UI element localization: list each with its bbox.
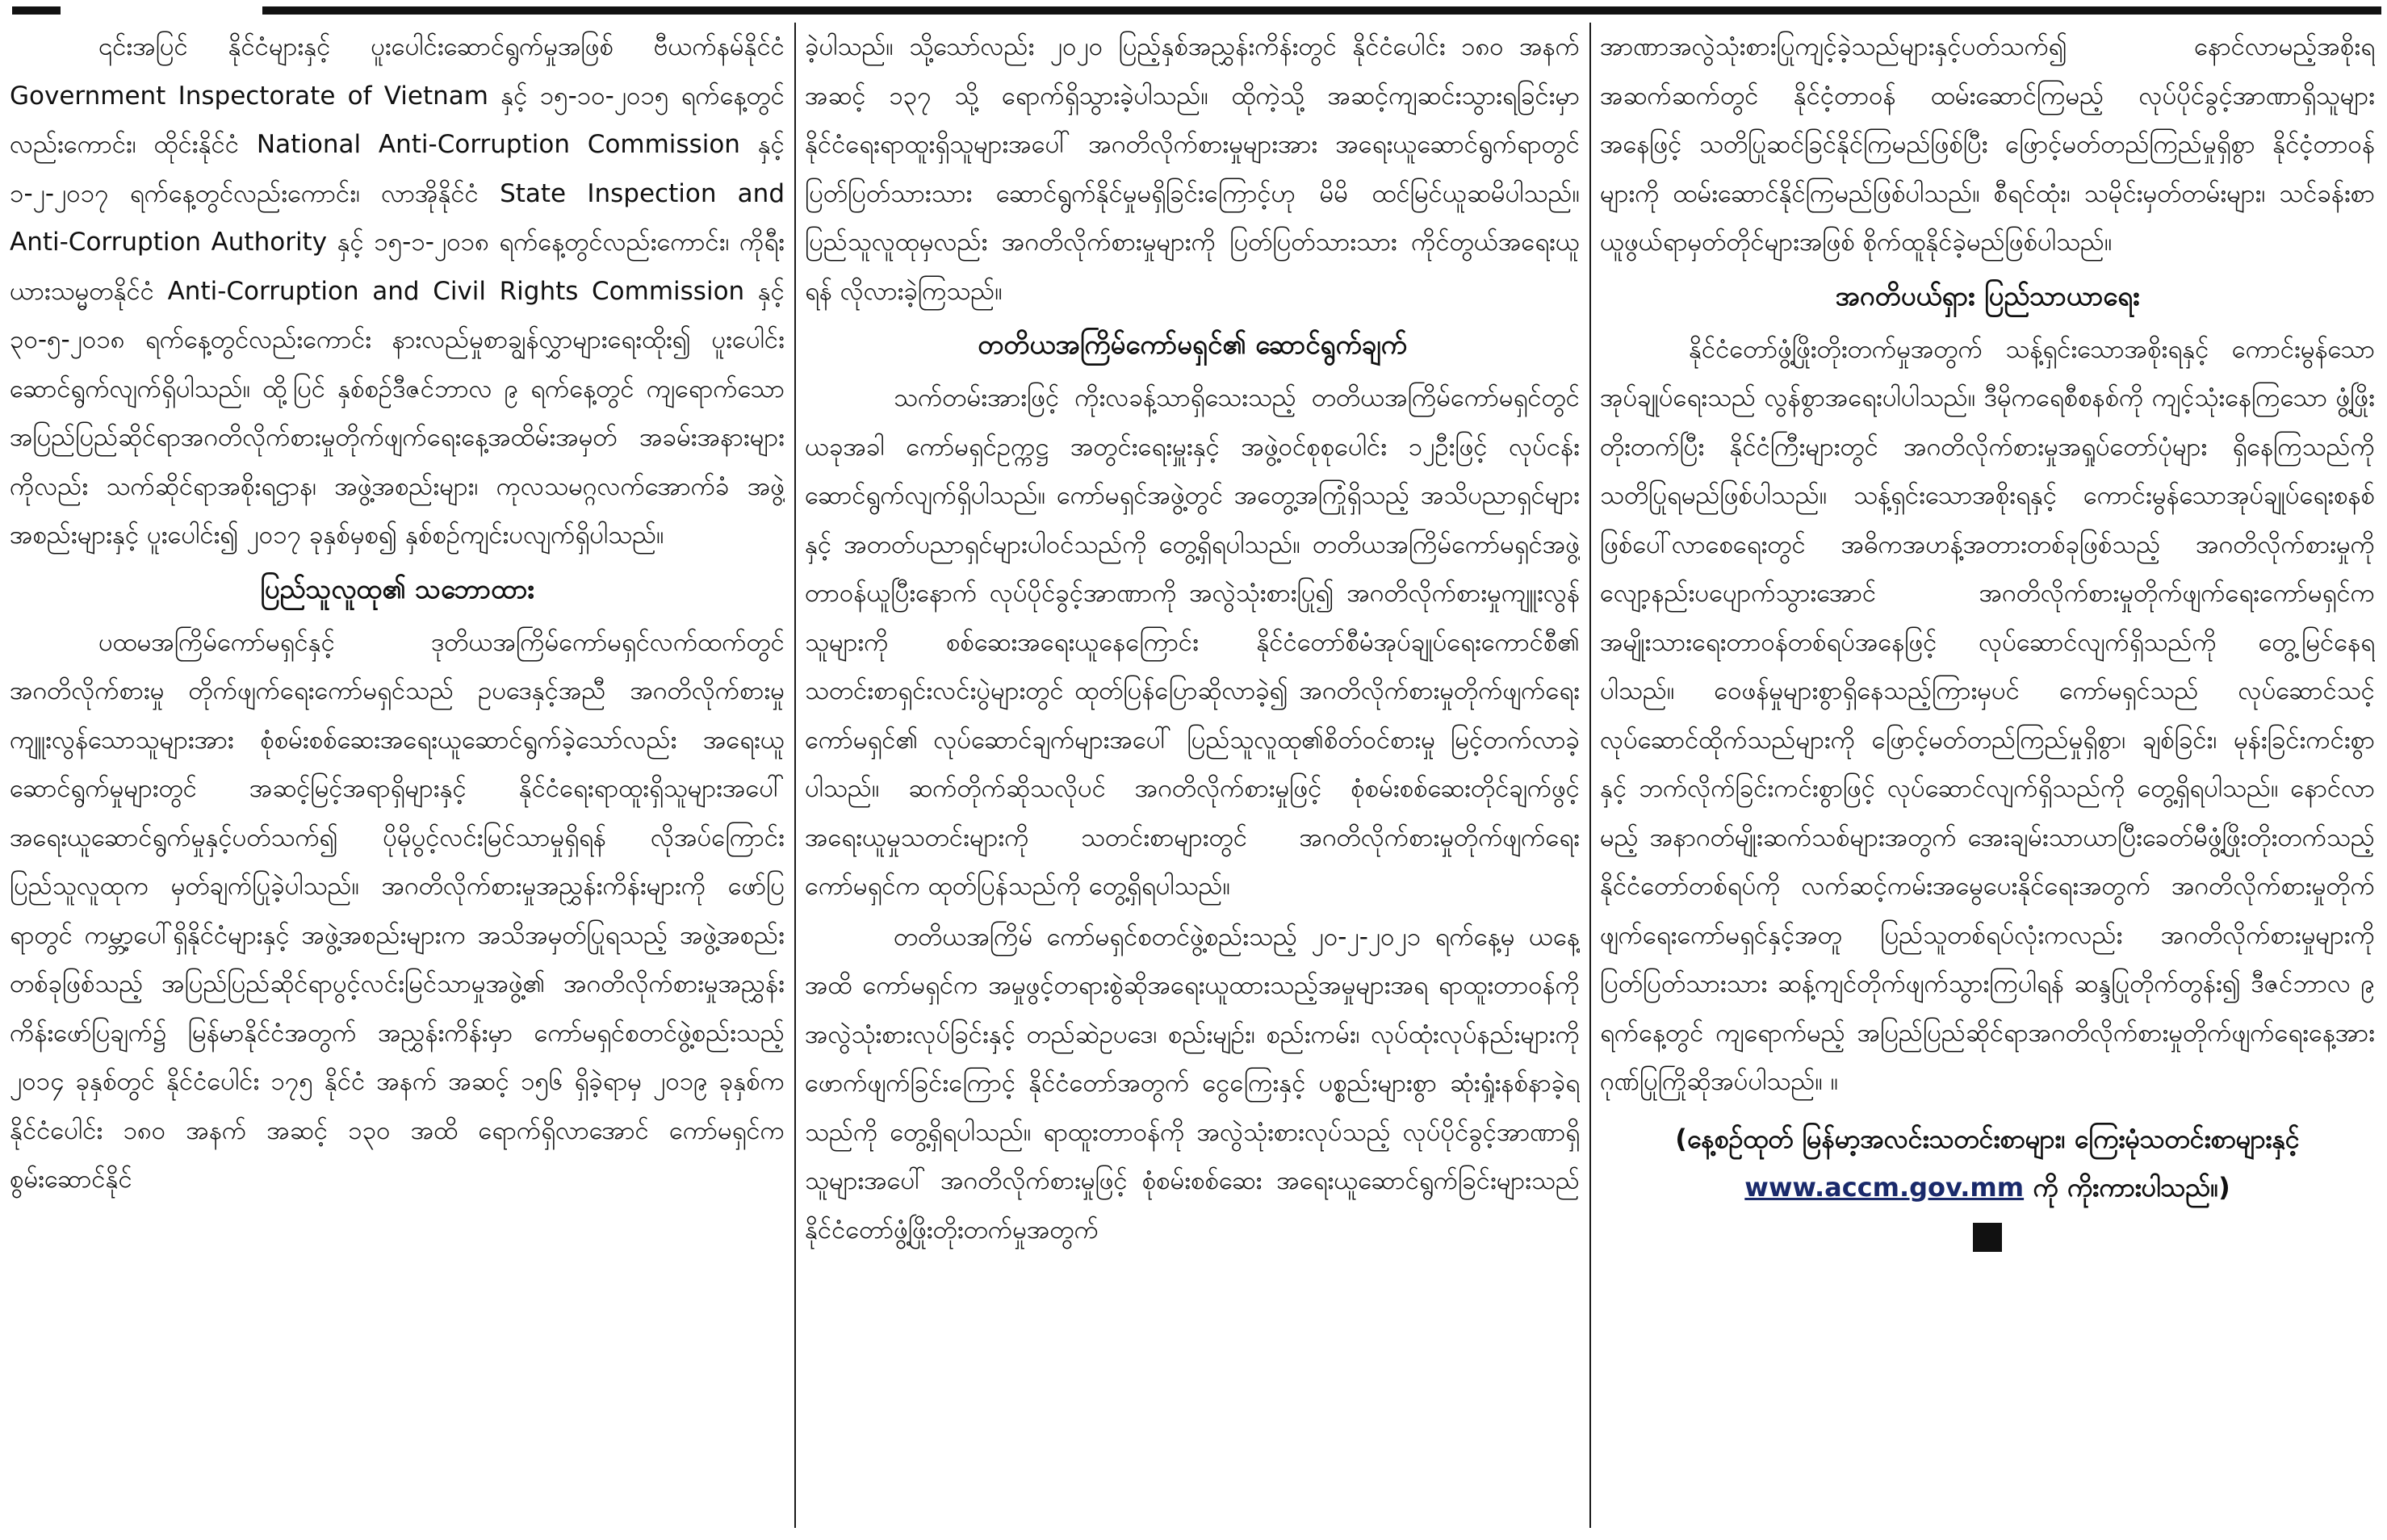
top-rule-left (12, 6, 61, 15)
paragraph: ၎င်းအပြင် နိုင်ငံများနှင့် ပူးပေါင်းဆောင်ရွက်မှုအဖြစ် ဗီယက်နမ်နိုင်ငံ Government Inspectorate of Vietnam နှင့် ၁၅-၁၀-၂၀၁၅ ရက်နေ့တွင်လည်းကောင်း၊ ထိုင်းနိုင်ငံ National Anti-Corruption Commission နှင့် ၁-၂-၂၀၁၇ ရက်နေ့တွင်လည်းကောင်း၊ လာအိုနိုင်ငံ State Inspection and Anti-Corruption Authority နှင့် ၁၅-၁-၂၀၁၈ ရက်နေ့တွင်လည်းကောင်း၊ ကိုရီးယားသမ္မတနိုင်ငံ Anti-Corruption and Civil Rights Commission နှင့် ၃၀-၅-၂၀၁၈ ရက်နေ့တွင်လည်းကောင်း နားလည်မှုစာချွန်လွှာများရေးထိုး၍ ပူးပေါင်းဆောင်ရွက်လျက်ရှိပါသည်။ ထို့ပြင် နှစ်စဉ်ဒီဇင်ဘာလ ၉ ရက်နေ့တွင် ကျရောက်သော အပြည်ပြည်ဆိုင်ရာအဂတိလိုက်စားမှုတိုက်ဖျက်ရေးနေ့အထိမ်းအမှတ် အခမ်းအနားများကိုလည်း သက်ဆိုင်ရာအစိုးရဌာန၊ အဖွဲ့အစည်းများ၊ ကုလသမဂ္ဂလက်အောက်ခံ အဖွဲ့အစည်းများနှင့် ပူးပေါင်း၍ ၂၀၁၇ ခုနှစ်မှစ၍ နှစ်စဉ်ကျင်းပလျက်ရှိပါသည်။ (10, 32, 785, 550)
source-note (1600, 1115, 2375, 1211)
paragraph: တတိယအကြိမ် ကော်မရှင်စတင်ဖွဲ့စည်းသည့် ၂၀-၂-၂၀၂၁ ရက်နေ့မှ ယနေ့အထိ ကော်မရှင်က အမှုဖွင့်တရားစွဲဆိုအရေးယူထားသည့်အမှုများအရ ရာထူးတာဝန်ကို အလွဲသုံးစားလုပ်ခြင်းနှင့် တည်ဆဲဥပဒေ၊ စည်းမျဉ်း၊ စည်းကမ်း၊ လုပ်ထုံးလုပ်နည်းများကို ဖောက်ဖျက်ခြင်းကြောင့် နိုင်ငံတော်အတွက် ငွေကြေးနှင့် ပစ္စည်းများစွာ ဆုံးရှုံးနစ်နာခဲ့ရသည်ကို တွေ့ရှိရပါသည်။ ရာထူးတာဝန်ကို အလွဲသုံးစားလုပ်သည့် လုပ်ပိုင်ခွင့်အာဏာရှိသူများအပေါ် အဂတိလိုက်စားမှုဖြင့် စုံစမ်းစစ်ဆေး အရေးယူဆောင်ရွက်ခြင်းများသည် နိုင်ငံတော်ဖွံ့ဖြိုးတိုးတက်မှုအတွက် (805, 922, 1580, 1245)
column-right (1600, 23, 2375, 1528)
article-body (10, 23, 2375, 1532)
top-rule-right (262, 6, 2381, 15)
paragraph: ပထမအကြိမ်ကော်မရှင်နှင့် ဒုတိယအကြိမ်ကော်မရှင်လက်ထက်တွင် အဂတိလိုက်စားမှု တိုက်ဖျက်ရေးကော်မရှင်သည် ဥပဒေနှင့်အညီ အဂတိလိုက်စားမှုကျူးလွန်သောသူများအား စုံစမ်းစစ်ဆေးအရေးယူဆောင်ရွက်ခဲ့သော်လည်း အရေးယူဆောင်ရွက်မှုများတွင် အဆင့်မြင့်အရာရှိများနှင့် နိုင်ငံရေးရာထူးရှိသူများအပေါ် အရေးယူဆောင်ရွက်မှုနှင့်ပတ်သက်၍ ပိုမိုပွင့်လင်းမြင်သာမှုရှိရန် လိုအပ်ကြောင်း ပြည်သူလူထုက မှတ်ချက်ပြုခဲ့ပါသည်။ အဂတိလိုက်စားမှုအညွှန်းကိန်းများကို ဖော်ပြရာတွင် ကမ္ဘာ့ပေါ်ရှိနိုင်ငံများနှင့် အဖွဲ့အစည်းများက အသိအမှတ်ပြုရသည့် အဖွဲ့အစည်းတစ်ခုဖြစ်သည့် အပြည်ပြည်ဆိုင်ရာပွင့်လင်းမြင်သာမှုအဖွဲ့၏ အဂတိလိုက်စားမှုအညွှန်းကိန်းဖော်ပြချက်၌ မြန်မာနိုင်ငံအတွက် အညွှန်းကိန်းမှာ ကော်မရှင်စတင်ဖွဲ့စည်းသည့် ၂၀၁၄ ခုနှစ်တွင် နိုင်ငံပေါင်း ၁၇၅ နိုင်ငံ အနက် အဆင့် ၁၅၆ ရှိခဲ့ရာမှ ၂၀၁၉ ခုနှစ်က နိုင်ငံပေါင်း ၁၈၀ အနက် အဆင့် ၁၃၀ အထိ ရောက်ရှိလာအောင် ကော်မရှင်က စွမ်းဆောင်နိုင် (10, 627, 785, 1194)
section-heading: ပြည်သူလူထု၏ သဘောထား (260, 572, 534, 605)
column-middle (805, 23, 1580, 1528)
section-heading: တတိယအကြိမ်ကော်မရှင်၏ ဆောင်ရွက်ချက် (978, 329, 1407, 360)
paragraph: ခဲ့ပါသည်။ သို့သော်လည်း ၂၀၂၀ ပြည့်နှစ်အညွှန်းကိန်းတွင် နိုင်ငံပေါင်း ၁၈၀ အနက် အဆင့် ၁၃၇ သို့ ရောက်ရှိသွားခဲ့ပါသည်။ ထိုကဲ့သို့ အဆင့်ကျဆင်းသွားရခြင်းမှာ နိုင်ငံရေးရာထူးရှိသူများအပေါ် အဂတိလိုက်စားမှုများအား အရေးယူဆောင်ရွက်ရာတွင် ပြတ်ပြတ်သားသား ဆောင်ရွက်နိုင်မှုမရှိခြင်းကြောင့်ဟု မိမိ ထင်မြင်ယူဆမိပါသည်။ ပြည်သူလူထုမှလည်း အဂတိလိုက်စားမှုများကို ပြတ်ပြတ်သားသား ကိုင်တွယ်အရေးယူရန် လိုလားခဲ့ကြသည်။ (805, 32, 1580, 306)
column-divider (794, 23, 796, 1528)
paragraph: နိုင်ငံတော်ဖွံ့ဖြိုးတိုးတက်မှုအတွက် သန့်ရှင်းသောအစိုးရနှင့် ကောင်းမွန်သောအုပ်ချုပ်ရေးသည် လွန်စွာအရေးပါပါသည်။ ဒီမိုကရေစီစနစ်ကို ကျင့်သုံးနေကြသော ဖွံ့ဖြိုးတိုးတက်ပြီး နိုင်ငံကြီးများတွင် အဂတိလိုက်စားမှုအရှုပ်တော်ပုံများ ရှိနေကြသည်ကို သတိပြုရမည်ဖြစ်ပါသည်။ သန့်ရှင်းသောအစိုးရနှင့် ကောင်းမွန်သောအုပ်ချုပ်ရေးစနစ် ဖြစ်ပေါ်လာစေရေးတွင် အဓိကအဟန့်အတားတစ်ခုဖြစ်သည့် အဂတိလိုက်စားမှုကို လျော့နည်းပပျောက်သွားအောင် အဂတိလိုက်စားမှုတိုက်ဖျက်ရေးကော်မရှင်က အမျိုးသားရေးတာဝန်တစ်ရပ်အနေဖြင့် လုပ်ဆောင်လျက်ရှိသည်ကို တွေ့မြင်နေရပါသည်။ ဝေဖန်မှုများစွာရှိနေသည့်ကြားမှပင် ကော်မရှင်သည် လုပ်ဆောင်သင့်လုပ်ဆောင်ထိုက်သည်များကို ဖြောင့်မတ်တည်ကြည်မှုရှိစွာ၊ ချစ်ခြင်း၊ မုန်းခြင်းကင်းစွာနှင့် ဘက်လိုက်ခြင်းကင်းစွာဖြင့် လုပ်ဆောင်လျက်ရှိသည်ကို တွေ့ရှိရပါသည်။ နောင်လာမည့် အနာဂတ်မျိုးဆက်သစ်များအတွက် အေးချမ်းသာယာပြီးခေတ်မီဖွံ့ဖြိုးတိုးတက်သည့် နိုင်ငံတော်တစ်ရပ်ကို လက်ဆင့်ကမ်းအမွေပေးနိုင်ရေးအတွက် အဂတိလိုက်စားမှုတိုက်ဖျက်ရေးကော်မရှင်နှင့်အတူ ပြည်သူတစ်ရပ်လုံးကလည်း အဂတိလိုက်စားမှုများကို ပြတ်ပြတ်သားသား ဆန့်ကျင်တိုက်ဖျက်သွားကြပါရန် ဆန္ဒပြုတိုက်တွန်း၍ ဒီဇင်ဘာလ ၉ ရက်နေ့တွင် ကျရောက်မည့် အပြည်ပြည်ဆိုင်ရာအဂတိလိုက်စားမှုတိုက်ဖျက်ရေးနေ့အား ဂုဏ်ပြုကြိုဆိုအပ်ပါသည်။ ။ (1600, 334, 2375, 1096)
source-note-prefix: (နေ့စဉ်ထုတ် မြန်မာ့အလင်းသတင်းစာများ၊ ကြေးမုံသတင်းစာများနှင့် (1675, 1123, 2300, 1154)
end-of-article-mark (1973, 1223, 2002, 1252)
source-note-suffix: ကို ကိုးကားပါသည်။) (2024, 1171, 2230, 1203)
source-link[interactable]: www.accm.gov.mm (1744, 1171, 2025, 1203)
section-heading: အဂတိပယ်ရှား ပြည်သာယာရေး (1835, 279, 2140, 312)
column-left (10, 23, 785, 1528)
paragraph: အာဏာအလွဲသုံးစားပြုကျင့်ခဲ့သည်များနှင့်ပတ်သက်၍ နောင်လာမည့်အစိုးရအဆက်ဆက်တွင် နိုင်ငံ့တာဝန် ထမ်းဆောင်ကြမည့် လုပ်ပိုင်ခွင့်အာဏာရှိသူများအနေဖြင့် သတိပြုဆင်ခြင်နိုင်ကြမည်ဖြစ်ပြီး ဖြောင့်မတ်တည်ကြည်မှုရှိစွာ နိုင်ငံ့တာဝန်များကို ထမ်းဆောင်နိုင်ကြမည်ဖြစ်ပါသည်။ စီရင်ထုံး၊ သမိုင်းမှတ်တမ်းများ၊ သင်ခန်းစာယူဖွယ်ရာမှတ်တိုင်များအဖြစ် စိုက်ထူနိုင်ခဲ့မည်ဖြစ်ပါသည်။ (1600, 32, 2375, 257)
paragraph: သက်တမ်းအားဖြင့် ကိုးလခန့်သာရှိသေးသည့် တတိယအကြိမ်ကော်မရှင်တွင် ယခုအခါ ကော်မရှင်ဥက္ကဋ္ဌ အတွင်းရေးမှူးနှင့် အဖွဲ့ဝင်စုစုပေါင်း ၁၂ဦးဖြင့် လုပ်ငန်းဆောင်ရွက်လျက်ရှိပါသည်။ ကော်မရှင်အဖွဲ့တွင် အတွေ့အကြုံရှိသည့် အသိပညာရှင်များနှင့် အတတ်ပညာရှင်များပါဝင်သည်ကို တွေ့ရှိရပါသည်။ တတိယအကြိမ်ကော်မရှင်အဖွဲ့တာဝန်ယူပြီးနောက် လုပ်ပိုင်ခွင့်အာဏာကို အလွဲသုံးစားပြု၍ အဂတိလိုက်စားမှုကျူးလွန်သူများကို စစ်ဆေးအရေးယူနေကြောင်း နိုင်ငံတော်စီမံအုပ်ချုပ်ရေးကောင်စီ၏ သတင်းစာရှင်းလင်းပွဲများတွင် ထုတ်ပြန်ပြောဆိုလာခဲ့၍ အဂတိလိုက်စားမှုတိုက်ဖျက်ရေးကော်မရှင်၏ လုပ်ဆောင်ချက်များအပေါ် ပြည်သူလူထု၏စိတ်ဝင်စားမှု မြင့်တက်လာခဲ့ပါသည်။ ဆက်တိုက်ဆိုသလိုပင် အဂတိလိုက်စားမှုဖြင့် စုံစမ်းစစ်ဆေးတိုင်ချက်ဖွင့် အရေးယူမှုသတင်းများကို သတင်းစာများတွင် အဂတိလိုက်စားမှုတိုက်ဖျက်ရေးကော်မရှင်က ထုတ်ပြန်သည်ကို တွေ့ရှိရပါသည်။ (805, 383, 1580, 901)
column-divider (1589, 23, 1591, 1528)
